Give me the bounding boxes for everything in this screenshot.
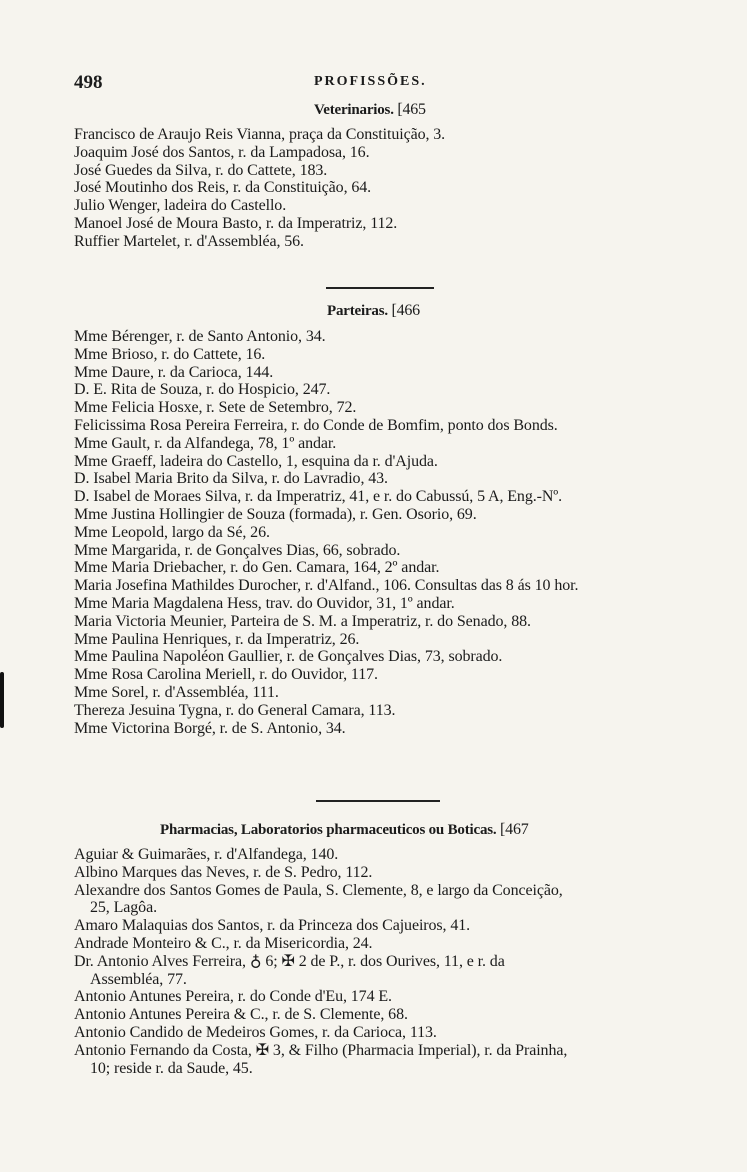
list-item: Felicissima Rosa Pereira Ferreira, r. do Conde de Bomfim, ponto dos Bonds.: [74, 416, 558, 434]
list-item: Aguiar & Guimarães, r. d'Alfandega, 140.: [74, 846, 339, 863]
list-item: Mme Rosa Carolina Meriell, r. do Ouvidor, 117.: [74, 666, 378, 684]
list-item: Mme Bérenger, r. de Santo Antonio, 34.: [74, 328, 326, 345]
section-heading-parteiras: [327, 302, 420, 320]
list-item: Mme Daure, r. da Carioca, 144.: [74, 363, 274, 381]
list-item: Francisco de Araujo Reis Vianna, praça da Constituição, 3.: [74, 126, 446, 143]
list-item: Mme Leopold, largo da Sé, 26.: [74, 523, 270, 541]
parteiras-list: [74, 328, 727, 737]
section-title: Pharmacias, Laboratorios pharmaceuticos ou Boticas.: [160, 822, 497, 838]
section-heading-veterinarios: [314, 101, 426, 119]
list-item: José Moutinho dos Reis, r. da Constituição, 64.: [74, 179, 372, 197]
veterinarios-list: [74, 126, 727, 251]
list-item: Antonio Antunes Pereira, r. do Conde d'Eu, 174 E.: [74, 988, 392, 1006]
list-item: D. Isabel de Moraes Silva, r. da Imperatriz, 41, e r. do Cabussú, 5 A, Eng.-Nº.: [74, 488, 563, 506]
list-item: Alexandre dos Santos Gomes de Paula, S. Clemente, 8, e largo da Conceição,: [74, 881, 563, 899]
list-item: José Guedes da Silva, r. do Cattete, 183.: [74, 161, 328, 179]
list-item: Mme Victorina Borgé, r. de S. Antonio, 34.: [74, 719, 346, 737]
list-item: Julio Wenger, ladeira do Castello.: [74, 197, 287, 215]
section-title: Veterinarios.: [314, 102, 394, 118]
list-item-continuation: 10; reside r. da Saude, 45.: [90, 1059, 253, 1077]
list-item: D. Isabel Maria Brito da Silva, r. do Lavradio, 43.: [74, 470, 388, 488]
list-item: Mme Sorel, r. d'Assembléa, 111.: [74, 683, 279, 701]
list-item: Antonio Fernando da Costa, ✠ 3, & Filho (Pharmacia Imperial), r. da Prainha,: [74, 1041, 568, 1059]
list-item: Mme Graeff, ladeira do Castello, 1, esquina da r. d'Ajuda.: [74, 452, 438, 470]
list-item: Mme Felicia Hosxe, r. Sete de Setembro, 72.: [74, 399, 357, 417]
list-item: Amaro Malaquias dos Santos, r. da Princeza dos Cajueiros, 41.: [74, 917, 471, 935]
list-item: Joaquim José dos Santos, r. da Lampadosa, 16.: [74, 143, 370, 161]
list-item: Thereza Jesuina Tygna, r. do General Camara, 113.: [74, 701, 396, 719]
list-item: Mme Margarida, r. de Gonçalves Dias, 66, sobrado.: [74, 541, 401, 559]
section-code: [465: [397, 101, 426, 118]
pharmacias-list: [74, 846, 727, 1077]
list-item: Manoel José de Moura Basto, r. da Imperatriz, 112.: [74, 214, 398, 232]
section-code: [466: [391, 302, 420, 319]
section-code: [467: [500, 821, 529, 838]
binding-mark: [0, 672, 4, 728]
list-item-continuation: Assembléa, 77.: [90, 970, 187, 988]
list-item: Mme Maria Driebacher, r. do Gen. Camara, 164, 2º andar.: [74, 559, 440, 577]
list-item: Maria Josefina Mathildes Durocher, r. d'Alfand., 106. Consultas das 8 ás 10 hor.: [74, 577, 579, 595]
list-item: Mme Paulina Napoléon Gaullier, r. de Gonçalves Dias, 73, sobrado.: [74, 648, 503, 666]
section-heading-pharmacias: [160, 821, 529, 839]
list-item: Antonio Antunes Pereira & C., r. de S. Clemente, 68.: [74, 1006, 408, 1024]
list-item: Mme Maria Magdalena Hess, trav. do Ouvidor, 31, 1º andar.: [74, 594, 455, 612]
page-number: 498: [74, 72, 103, 93]
list-item: Mme Justina Hollingier de Souza (formada), r. Gen. Osorio, 69.: [74, 505, 477, 523]
list-item: Albino Marques das Neves, r. de S. Pedro, 112.: [74, 863, 373, 881]
page-header: [74, 72, 697, 94]
list-item: Mme Paulina Henriques, r. da Imperatriz, 26.: [74, 630, 360, 648]
list-item: Maria Victoria Meunier, Parteira de S. M. a Imperatriz, r. do Senado, 88.: [74, 612, 531, 630]
list-item: D. E. Rita de Souza, r. do Hospicio, 247.: [74, 381, 331, 399]
list-item: Ruffier Martelet, r. d'Assembléa, 56.: [74, 232, 304, 250]
section-divider: [326, 287, 434, 289]
section-title: Parteiras.: [327, 303, 388, 319]
list-item: Dr. Antonio Alves Ferreira, ♁ 6; ✠ 2 de P., r. dos Ourives, 11, e r. da: [74, 952, 505, 970]
list-item: Mme Gault, r. da Alfandega, 78, 1º andar.: [74, 434, 337, 452]
list-item: Mme Brioso, r. do Cattete, 16.: [74, 345, 266, 363]
page-title: PROFISSÕES.: [314, 74, 427, 89]
list-item: Antonio Candido de Medeiros Gomes, r. da Carioca, 113.: [74, 1023, 437, 1041]
section-divider: [316, 800, 440, 802]
list-item-continuation: 25, Lagôa.: [90, 899, 157, 917]
list-item: Andrade Monteiro & C., r. da Misericordia, 24.: [74, 934, 373, 952]
